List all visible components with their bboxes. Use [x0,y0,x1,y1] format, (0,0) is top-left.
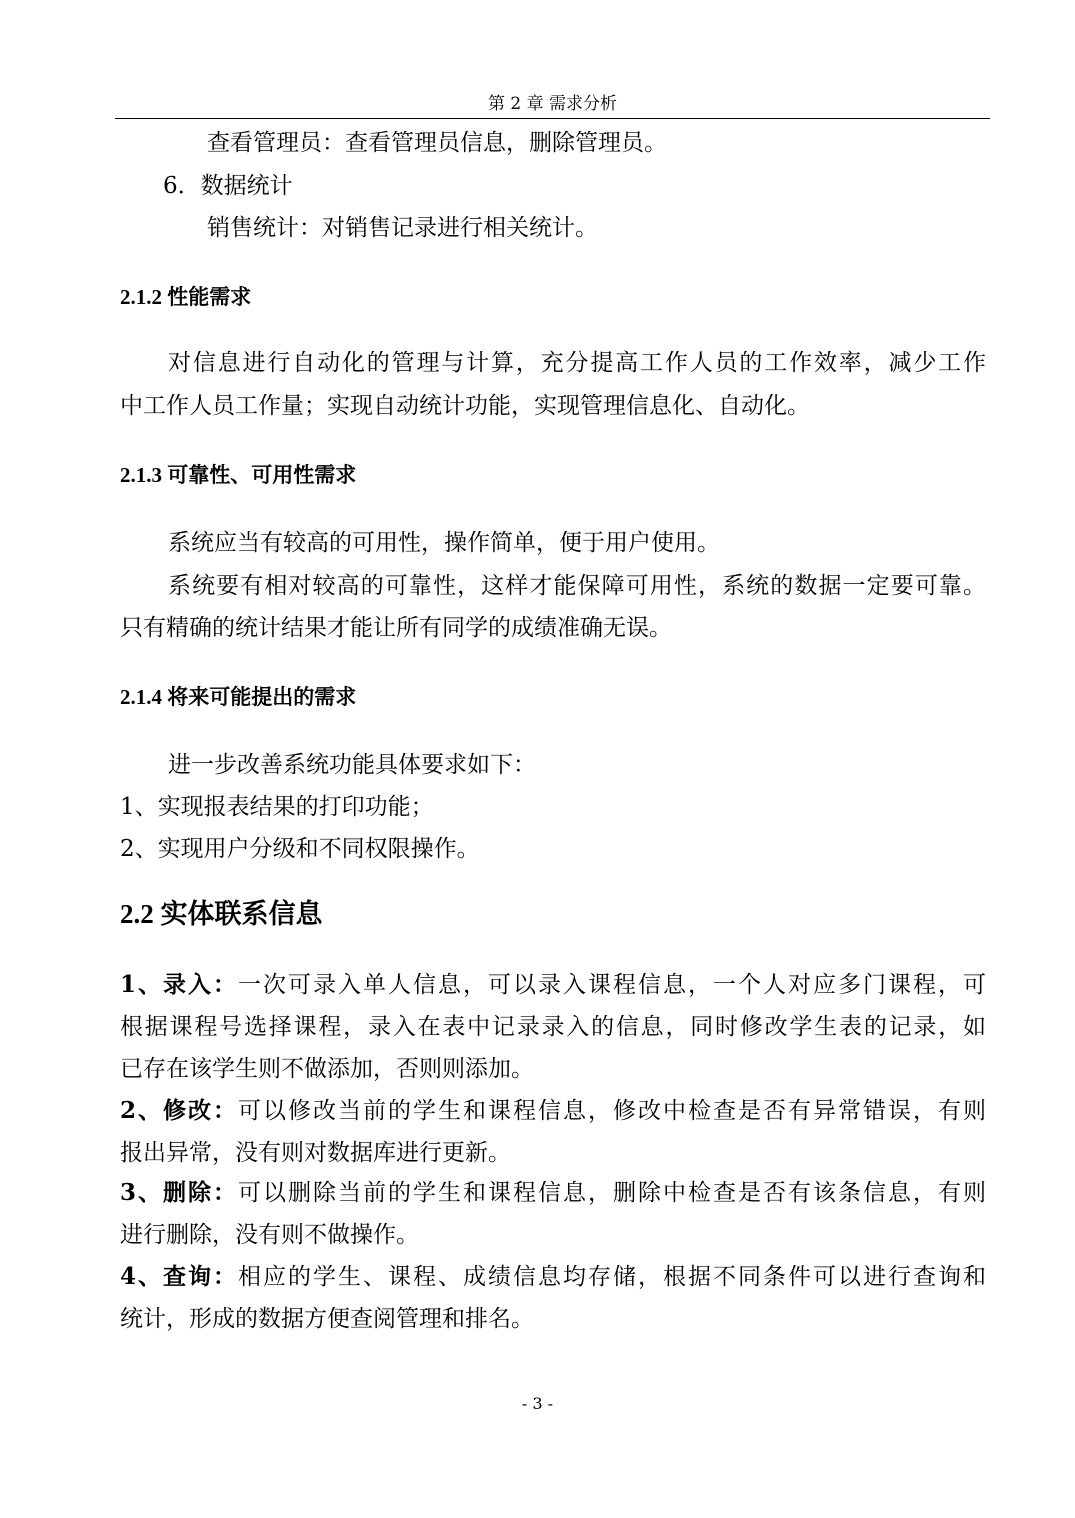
header-divider [115,118,990,119]
section-heading-performance: 2.1.2 性能需求 [120,285,252,309]
entry-query-label: 4、查询： [120,1263,239,1290]
future-requirement-item-2: 2、实现用户分级和不同权限操作。 [120,836,480,862]
performance-paragraph-line-1: 对信息进行自动化的管理与计算，充分提高工作人员的工作效率，减少工作 [168,350,986,376]
entry-modify-text: 可以修改当前的学生和课程信息，修改中检查是否有异常错误，有则 [238,1098,987,1124]
entry-input-line-3: 已存在该学生则不做添加，否则则添加。 [120,1056,534,1082]
section-heading-reliability: 2.1.3 可靠性、可用性需求 [120,463,357,487]
entry-input-text: 一次可录入单人信息，可以录入课程信息，一个人对应多门课程，可 [238,972,987,998]
performance-paragraph-line-2: 中工作人员工作量；实现自动统计功能，实现管理信息化、自动化。 [120,393,810,419]
entry-delete-line-1 [120,1178,986,1208]
entry-query-line-1 [120,1262,986,1292]
entry-modify-line-1 [120,1096,986,1126]
entry-modify-label: 2、修改： [120,1097,239,1124]
reliability-paragraph-1: 系统应当有较高的可用性，操作简单，便于用户使用。 [168,530,720,556]
entry-delete-text: 可以删除当前的学生和课程信息，删除中检查是否有该条信息，有则 [238,1180,987,1206]
list-item-data-statistics: 6．数据统计 [163,173,293,199]
entry-input-label: 1、录入： [120,971,239,998]
future-requirements-intro: 进一步改善系统功能具体要求如下： [168,752,536,778]
sales-statistics-line: 销售统计：对销售记录进行相关统计。 [207,215,598,241]
entry-delete-label: 3、删除： [120,1179,239,1206]
future-requirement-item-1: 1、实现报表结果的打印功能； [120,794,434,820]
entry-query-line-2: 统计，形成的数据方便查阅管理和排名。 [120,1306,534,1332]
page-number: - 3 - [521,1394,554,1413]
entry-delete-line-2: 进行删除，没有则不做操作。 [120,1222,419,1248]
running-header: 第 2 章 需求分析 [487,94,618,114]
entry-query-text: 相应的学生、课程、成绩信息均存储，根据不同条件可以进行查询和 [238,1264,987,1290]
entry-modify-line-2: 报出异常，没有则对数据库进行更新。 [120,1140,511,1166]
reliability-paragraph-2-line-1: 系统要有相对较高的可靠性，这样才能保障可用性，系统的数据一定要可靠。 [168,573,986,599]
reliability-paragraph-2-line-2: 只有精确的统计结果才能让所有同学的成绩准确无误。 [120,615,672,641]
section-heading-future-requirements: 2.1.4 将来可能提出的需求 [120,685,357,709]
view-admin-line: 查看管理员：查看管理员信息，删除管理员。 [207,130,667,156]
entry-input-line-1 [120,970,986,1000]
section-heading-entity-relationship: 2.2 实体联系信息 [120,899,323,929]
entry-input-line-2: 根据课程号选择课程，录入在表中记录录入的信息，同时修改学生表的记录，如 [120,1014,986,1040]
